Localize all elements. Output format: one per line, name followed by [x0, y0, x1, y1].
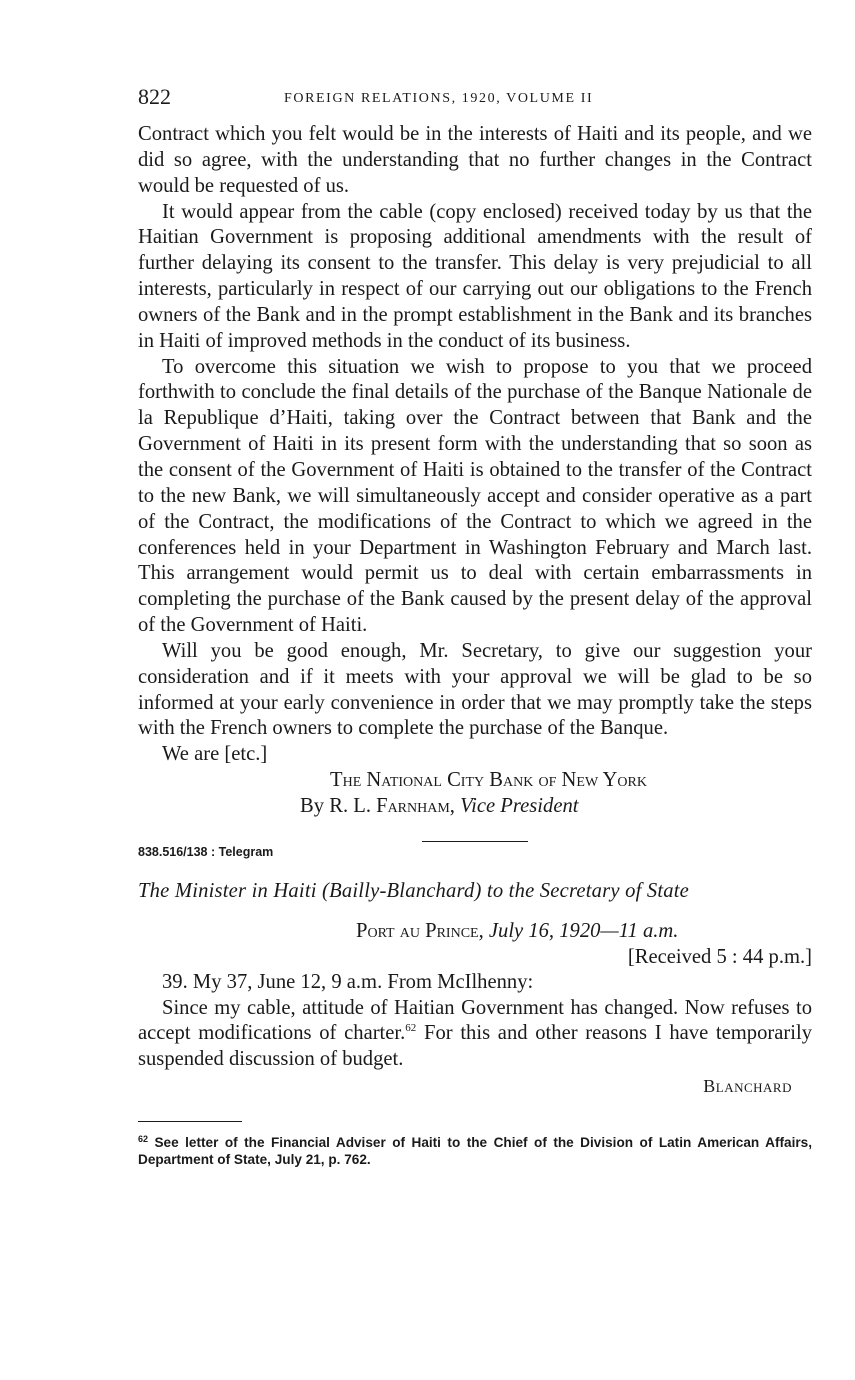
telegram-paragraph-1: 39. My 37, June 12, 9 a.m. From McIlhenny: [162, 970, 534, 993]
footnote-text: See letter of the Financial Adviser of Haiti to the Chief of the Division of Latin American Affairs, Department of State, July 21, p. 762. [138, 1135, 812, 1168]
footnote-reference: 62 [405, 1022, 417, 1035]
footnote-marker: 62 [138, 1134, 149, 1145]
signature-name: R. L. Farnham, [329, 794, 455, 817]
telegram-received: [Received 5 : 44 p.m.] [627, 945, 812, 968]
page-header [138, 82, 812, 112]
footnote-divider [138, 1121, 242, 1122]
letter-paragraph-2: It would appear from the cable (copy enclosed) received today by us that the Haitian Government is proposing additional amendments with the result of further delaying its consent to the transfer. This delay is very prejudicial to all interests, particularly in respect of our carrying out our obligations to the French owners of the Bank and in the prompt establishment in the Bank and its branches in Haiti of improved methods in the conduct of its business. [138, 200, 812, 352]
document-page [138, 82, 812, 1168]
telegram-title: The Minister in Haiti (Bailly-Blanchard) to the Secretary of State [138, 879, 690, 902]
footnote [138, 1134, 812, 1168]
file-row [138, 840, 812, 864]
signature-by: By [300, 794, 325, 817]
letter-paragraph-4: Will you be good enough, Mr. Secretary, to give our suggestion your consideration and if it meets with your approval we will be glad to be so informed at your early convenience in order that we may promptly take the steps with the French owners to complete the purchase of the Banque. [138, 639, 812, 740]
telegram-paragraph-2-text: Since my cable, attitude of Haitian Government has changed. Now refuses to accept modifications of charter. [138, 996, 812, 1045]
file-number: 838.516/138 : Telegram [138, 844, 274, 859]
page-number: 822 [138, 84, 171, 109]
letter-paragraph-1: Contract which you felt would be in the interests of Haiti and its people, and we did so agree, with the understanding that no further changes in the Contract would be requested of us. [138, 123, 812, 197]
signature-title: Vice President [460, 794, 579, 817]
signature-line [300, 794, 812, 820]
running-head: FOREIGN RELATIONS, 1920, VOLUME II [284, 91, 594, 106]
telegram-place: Port au Prince, [356, 919, 484, 942]
letter-paragraph-3: To overcome this situation we wish to propose to you that we proceed forthwith to conclude the final details of the purchase of the Banque Nationale de la Republique d’Haiti, taking over the Contract between that Bank and the Government of Haiti in its present form with the understanding that so soon as the consent of the Government of Haiti is obtained to the transfer of the Contract to the new Bank, we will simultaneously accept and consider operative as a part of the Contract, the modifications of the Contract to which we agreed in the conferences held in your Department in Washington February and March last. This arrangement would permit us to deal with certain embarrassments in completing the purchase of the Bank caused by the present delay of the approval of the Government of Haiti. [138, 355, 812, 637]
telegram-date: July 16, 1920—11 a.m. [488, 919, 679, 942]
letter-closing: We are [etc.] [162, 743, 268, 766]
section-divider [422, 841, 528, 842]
telegram-signature: Blanchard [703, 1076, 792, 1097]
telegram-paragraph-2 [138, 996, 812, 1074]
telegram-paragraph-2-tail: For this and other reasons I have temporarily suspended discussion of budget. [138, 1022, 812, 1071]
telegram-dateline [356, 918, 812, 944]
signature-bank: The National City Bank of New York [330, 769, 647, 792]
